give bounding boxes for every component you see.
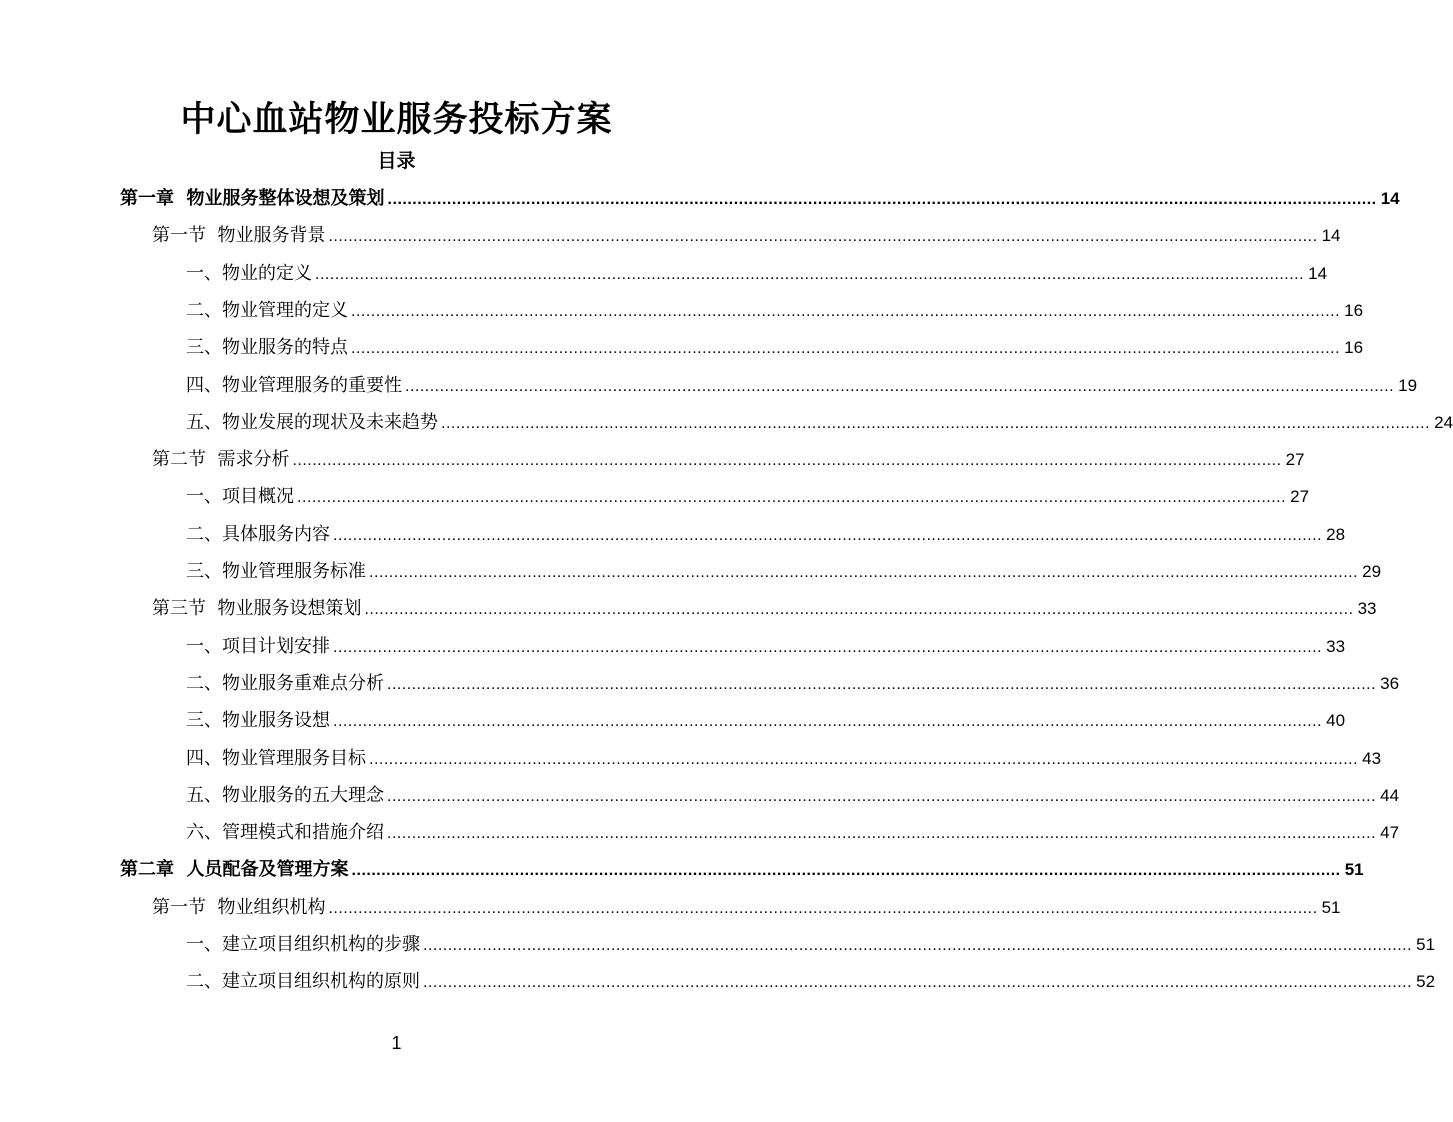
toc-entry-label: 四、物业管理服务目标 — [186, 747, 366, 769]
toc-entry-item[interactable] — [186, 781, 1400, 811]
toc-leader-dots: ........................................................................................................................................................................................................ — [333, 713, 1323, 731]
toc-leader-dots: ........................................................................................................................................................................................................ — [351, 302, 1341, 320]
toc-leader-dots: ........................................................................................................................................................................................................ — [351, 862, 1341, 880]
toc-entry-page: 51 — [1321, 897, 1341, 917]
toc-entry-label: 第一节 物业组织机构 — [152, 896, 326, 918]
toc-entry-item[interactable] — [186, 520, 1346, 550]
toc-entry-label: 第二章 人员配备及管理方案 — [120, 859, 349, 881]
toc-entry-page: 51 — [1416, 935, 1436, 954]
toc-entry-label: 第一章 物业服务整体设想及策划 — [120, 188, 385, 209]
toc-entry-page: 33 — [1326, 636, 1346, 656]
toc-leader-dots: ........................................................................................................................................................................................................ — [364, 601, 1354, 619]
toc-entry-page: 27 — [1285, 450, 1305, 470]
page-number: 1 — [391, 1033, 402, 1053]
toc-entry-page: 29 — [1362, 562, 1382, 581]
toc-entry-page: 16 — [1344, 338, 1364, 358]
toc-entry-item[interactable] — [186, 967, 1436, 997]
toc-entry-label: 第一节 物业服务背景 — [152, 225, 326, 247]
toc-entry-item[interactable] — [186, 706, 1346, 736]
toc-entry-label: 第二节 需求分析 — [152, 449, 290, 471]
toc-entry-label: 三、物业服务设想 — [186, 710, 330, 732]
toc-entry-item[interactable] — [186, 818, 1400, 848]
toc-entry-page: 44 — [1380, 785, 1400, 805]
toc-entry-page: 40 — [1326, 711, 1346, 731]
toc-leader-dots: ........................................................................................................................................................................................................ — [387, 675, 1377, 693]
toc-entry-item[interactable] — [186, 333, 1364, 363]
toc-leader-dots: ........................................................................................................................................................................................................ — [328, 899, 1318, 917]
toc-leader-dots: ........................................................................................................................................................................................................ — [351, 340, 1341, 358]
toc-entry-section[interactable] — [152, 893, 1341, 923]
toc-entry-item[interactable] — [186, 930, 1436, 960]
toc-entry-label: 六、管理模式和措施介绍 — [186, 822, 384, 844]
document-title: 中心血站物业服务投标方案 — [180, 100, 613, 140]
toc-entry-page: 43 — [1362, 748, 1382, 768]
toc-leader-dots: ........................................................................................................................................................................................................ — [441, 414, 1431, 432]
toc-entry-page: 19 — [1398, 375, 1418, 395]
toc-leader-dots: ........................................................................................................................................................................................................ — [328, 228, 1318, 246]
toc-leader-dots: ........................................................................................................................................................................................................ — [315, 265, 1305, 283]
toc-leader-dots: ........................................................................................................................................................................................................ — [387, 191, 1377, 208]
toc-entry-chapter[interactable] — [120, 855, 1364, 885]
toc-entry-chapter[interactable] — [120, 184, 1400, 214]
toc-entry-item[interactable] — [186, 744, 1382, 774]
toc-leader-dots: ........................................................................................................................................................................................................ — [369, 564, 1359, 581]
toc-entry-page: 28 — [1326, 524, 1346, 544]
toc-entry-label: 二、物业服务重难点分析 — [186, 672, 384, 694]
toc-leader-dots: ........................................................................................................................................................................................................ — [387, 825, 1377, 843]
toc-leader-dots: ........................................................................................................................................................................................................ — [333, 638, 1323, 656]
toc-entry-label: 四、物业管理服务的重要性 — [186, 374, 402, 396]
toc-entry-item[interactable] — [186, 408, 1453, 438]
toc-entry-label: 一、建立项目组织机构的步骤 — [186, 934, 420, 955]
toc-entry-label: 三、物业管理服务标准 — [186, 561, 366, 582]
toc-entry-page: 36 — [1380, 673, 1400, 693]
toc-entry-page: 52 — [1416, 972, 1436, 992]
toc-entry-page: 14 — [1380, 189, 1400, 208]
toc-entry-label: 第三节 物业服务设想策划 — [152, 598, 362, 620]
toc-entry-page: 33 — [1357, 599, 1377, 619]
toc-entry-page: 27 — [1290, 487, 1310, 507]
toc-entry-section[interactable] — [152, 594, 1377, 624]
toc-leader-dots: ........................................................................................................................................................................................................ — [423, 974, 1413, 992]
toc-entry-page: 14 — [1308, 263, 1328, 283]
toc-entry-page: 14 — [1321, 226, 1341, 246]
toc-entry-page: 24 — [1434, 412, 1453, 432]
toc-leader-dots: ........................................................................................................................................................................................................ — [333, 526, 1323, 544]
toc-leader-dots: ........................................................................................................................................................................................................ — [369, 750, 1359, 768]
toc-leader-dots: ........................................................................................................................................................................................................ — [297, 489, 1287, 507]
toc-leader-dots: ........................................................................................................................................................................................................ — [292, 452, 1282, 470]
toc-entry-item[interactable] — [186, 259, 1328, 289]
toc-entry-label: 一、物业的定义 — [186, 262, 312, 284]
toc-leader-dots: ........................................................................................................................................................................................................ — [423, 937, 1413, 954]
toc-entry-label: 一、项目计划安排 — [186, 635, 330, 657]
toc-entry-section[interactable] — [152, 445, 1305, 475]
toc-entry-item[interactable] — [186, 371, 1418, 401]
toc-entry-item[interactable] — [186, 669, 1400, 699]
toc-entry-page: 16 — [1344, 300, 1364, 320]
toc-entry-label: 二、具体服务内容 — [186, 523, 330, 545]
toc-entry-label: 二、建立项目组织机构的原则 — [186, 971, 420, 993]
toc-entry-label: 三、物业服务的特点 — [186, 337, 348, 359]
toc-entry-item[interactable] — [186, 557, 1382, 587]
toc-entry-section[interactable] — [152, 221, 1341, 251]
toc-entry-item[interactable] — [186, 482, 1310, 512]
toc-entry-item[interactable] — [186, 296, 1364, 326]
toc-entry-label: 一、项目概况 — [186, 486, 294, 508]
toc-leader-dots: ........................................................................................................................................................................................................ — [405, 377, 1395, 395]
toc-entry-page: 47 — [1380, 823, 1400, 843]
toc-entry-label: 二、物业管理的定义 — [186, 299, 348, 321]
toc-entry-label: 五、物业服务的五大理念 — [186, 784, 384, 806]
toc-entry-label: 五、物业发展的现状及未来趋势 — [186, 411, 438, 433]
toc-entry-item[interactable] — [186, 632, 1346, 662]
toc-leader-dots: ........................................................................................................................................................................................................ — [387, 787, 1377, 805]
toc-heading: 目录 — [377, 150, 416, 172]
toc-entry-page: 51 — [1344, 860, 1364, 880]
